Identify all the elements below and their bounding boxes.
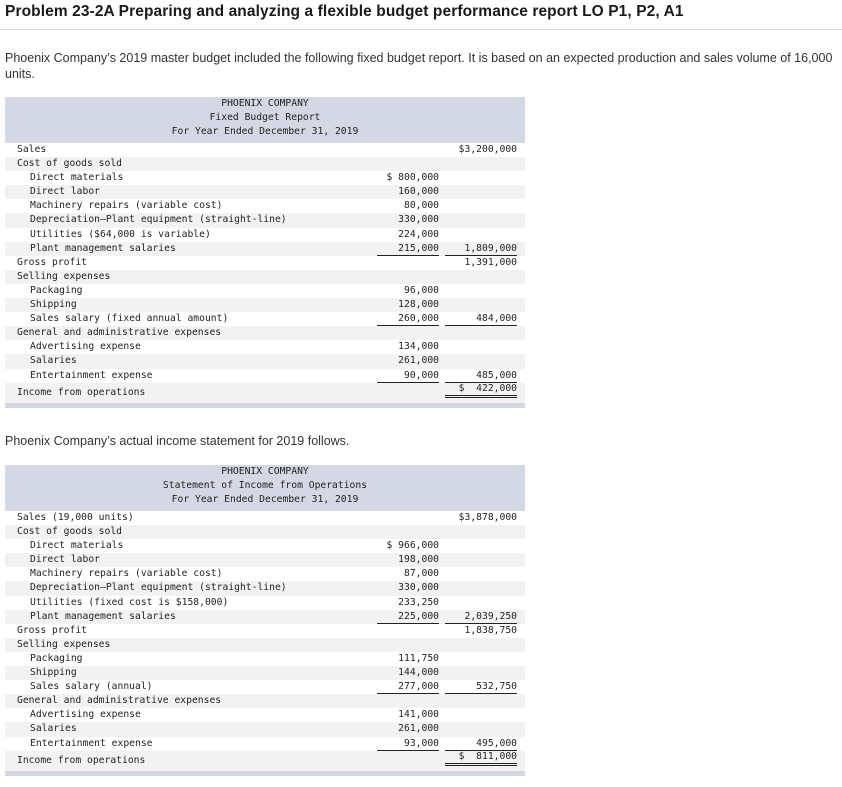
row-label: Direct labor xyxy=(30,554,100,566)
table-row xyxy=(5,171,525,185)
amount-detail: 141,000 xyxy=(398,709,439,721)
row-label: Selling expenses xyxy=(17,638,111,650)
amount-detail: 128,000 xyxy=(398,299,439,311)
row-label: Cost of goods sold xyxy=(17,526,122,538)
intro-paragraph: Phoenix Company’s 2019 master budget included the following fixed budget report. It is based on an expected production and sales volume of 16,000 units. xyxy=(5,51,833,81)
amount-detail: 90,000 xyxy=(377,369,439,383)
row-label: Packaging xyxy=(30,652,83,664)
amount-detail: 224,000 xyxy=(398,228,439,240)
row-label: Sales salary (fixed annual amount) xyxy=(30,313,229,325)
amount-detail: 160,000 xyxy=(398,186,439,198)
amount-total: $ 422,000 xyxy=(445,383,517,398)
row-label: Machinery repairs (variable cost) xyxy=(30,568,223,580)
table-row xyxy=(5,694,525,708)
row-label: Income from operations xyxy=(17,386,146,398)
table-row xyxy=(5,581,525,595)
row-label: Sales xyxy=(17,144,47,155)
table-row xyxy=(5,666,525,680)
report-footer-bar xyxy=(5,771,525,776)
table-row xyxy=(5,369,525,383)
row-label: Income from operations xyxy=(17,754,146,766)
company-name: PHOENIX COMPANY xyxy=(221,98,309,109)
table-row xyxy=(5,553,525,567)
row-label: Depreciation—Plant equipment (straight-line) xyxy=(30,214,287,226)
row-label: Direct labor xyxy=(30,186,100,198)
report-header xyxy=(5,465,525,511)
table-row xyxy=(5,680,525,694)
row-label: General and administrative expenses xyxy=(17,695,222,707)
row-label: Utilities (fixed cost is $158,000) xyxy=(30,596,229,608)
row-label: Salaries xyxy=(30,723,77,735)
table-row xyxy=(5,340,525,354)
fixed-budget-report xyxy=(5,97,525,408)
actual-income-statement xyxy=(5,465,525,776)
table-row xyxy=(5,298,525,312)
amount-detail: 111,750 xyxy=(398,652,439,664)
row-label: Shipping xyxy=(30,299,77,311)
row-label: Selling expenses xyxy=(17,270,111,282)
row-label: Direct materials xyxy=(30,172,124,184)
table-row xyxy=(5,383,525,403)
row-label: General and administrative expenses xyxy=(17,327,222,339)
report-header xyxy=(5,97,525,143)
amount-detail: $ 966,000 xyxy=(386,540,439,552)
amount-total: $ 811,000 xyxy=(445,751,517,766)
row-label: Sales (19,000 units) xyxy=(17,512,134,523)
amount-detail: 134,000 xyxy=(398,341,439,353)
amount-total: $3,878,000 xyxy=(458,512,517,523)
table-row xyxy=(5,567,525,581)
amount-detail: 330,000 xyxy=(398,214,439,226)
report-footer-bar xyxy=(5,403,525,408)
table-row xyxy=(5,157,525,171)
row-label: Plant management salaries xyxy=(30,610,176,622)
table-row xyxy=(5,284,525,298)
page-title: Problem 23-2A Preparing and analyzing a flexible budget performance report LO P1, P2, A1 xyxy=(5,3,684,20)
row-label: Shipping xyxy=(30,667,77,679)
row-label: Cost of goods sold xyxy=(17,158,122,170)
row-label: Gross profit xyxy=(17,256,87,268)
table-row xyxy=(5,270,525,284)
amount-detail: $ 800,000 xyxy=(386,172,439,184)
amount-detail: 260,000 xyxy=(377,312,439,326)
row-label: Advertising expense xyxy=(30,341,141,353)
row-label: Packaging xyxy=(30,284,83,296)
row-label: Gross profit xyxy=(17,624,87,636)
amount-total: 1,838,750 xyxy=(464,624,517,636)
table-row xyxy=(5,539,525,553)
amount-detail: 144,000 xyxy=(398,667,439,679)
table-row xyxy=(5,610,525,624)
amount-detail: 198,000 xyxy=(398,554,439,566)
report-rows xyxy=(5,511,525,771)
table-row xyxy=(5,652,525,666)
amount-detail: 215,000 xyxy=(377,242,439,256)
amount-total: 485,000 xyxy=(445,369,517,383)
table-row xyxy=(5,722,525,736)
row-label: Machinery repairs (variable cost) xyxy=(30,200,223,212)
row-label: Utilities ($64,000 is variable) xyxy=(30,228,211,240)
amount-detail: 277,000 xyxy=(377,680,439,694)
amount-total: $3,200,000 xyxy=(458,144,517,155)
table-row xyxy=(5,213,525,227)
amount-detail: 330,000 xyxy=(398,582,439,594)
title-divider xyxy=(0,29,842,30)
report-period: For Year Ended December 31, 2019 xyxy=(171,494,359,505)
report-name: Fixed Budget Report xyxy=(209,112,321,123)
amount-detail: 93,000 xyxy=(377,737,439,751)
amount-detail: 80,000 xyxy=(404,200,439,212)
table-row xyxy=(5,354,525,368)
table-row xyxy=(5,199,525,213)
table-row xyxy=(5,143,525,157)
amount-total: 2,039,250 xyxy=(445,610,517,624)
table-row xyxy=(5,228,525,242)
amount-total: 484,000 xyxy=(445,312,517,326)
table-row xyxy=(5,525,525,539)
table-row xyxy=(5,242,525,256)
amount-detail: 261,000 xyxy=(398,355,439,367)
row-label: Direct materials xyxy=(30,540,124,552)
amount-detail: 96,000 xyxy=(404,284,439,296)
row-label: Salaries xyxy=(30,355,77,367)
table-row xyxy=(5,185,525,199)
amount-total: 495,000 xyxy=(445,737,517,751)
row-label: Depreciation—Plant equipment (straight-line) xyxy=(30,582,287,594)
amount-total: 1,391,000 xyxy=(464,256,517,268)
table-row xyxy=(5,751,525,771)
row-label: Plant management salaries xyxy=(30,242,176,254)
table-row xyxy=(5,638,525,652)
table-row xyxy=(5,256,525,270)
actual-intro-paragraph: Phoenix Company’s actual income statement for 2019 follows. xyxy=(5,434,350,448)
table-row xyxy=(5,708,525,722)
report-period: For Year Ended December 31, 2019 xyxy=(171,126,359,137)
amount-detail: 87,000 xyxy=(404,568,439,580)
row-label: Advertising expense xyxy=(30,709,141,721)
amount-detail: 233,250 xyxy=(398,596,439,608)
row-label: Entertainment expense xyxy=(30,369,153,381)
report-name: Statement of Income from Operations xyxy=(162,480,368,491)
row-label: Entertainment expense xyxy=(30,737,153,749)
company-name: PHOENIX COMPANY xyxy=(221,466,309,477)
table-row xyxy=(5,326,525,340)
table-row xyxy=(5,737,525,751)
amount-detail: 225,000 xyxy=(377,610,439,624)
row-label: Sales salary (annual) xyxy=(30,681,153,693)
amount-total: 532,750 xyxy=(445,680,517,694)
amount-total: 1,809,000 xyxy=(445,242,517,256)
table-row xyxy=(5,511,525,525)
table-row xyxy=(5,596,525,610)
table-row xyxy=(5,624,525,638)
report-rows xyxy=(5,143,525,403)
table-row xyxy=(5,312,525,326)
amount-detail: 261,000 xyxy=(398,723,439,735)
